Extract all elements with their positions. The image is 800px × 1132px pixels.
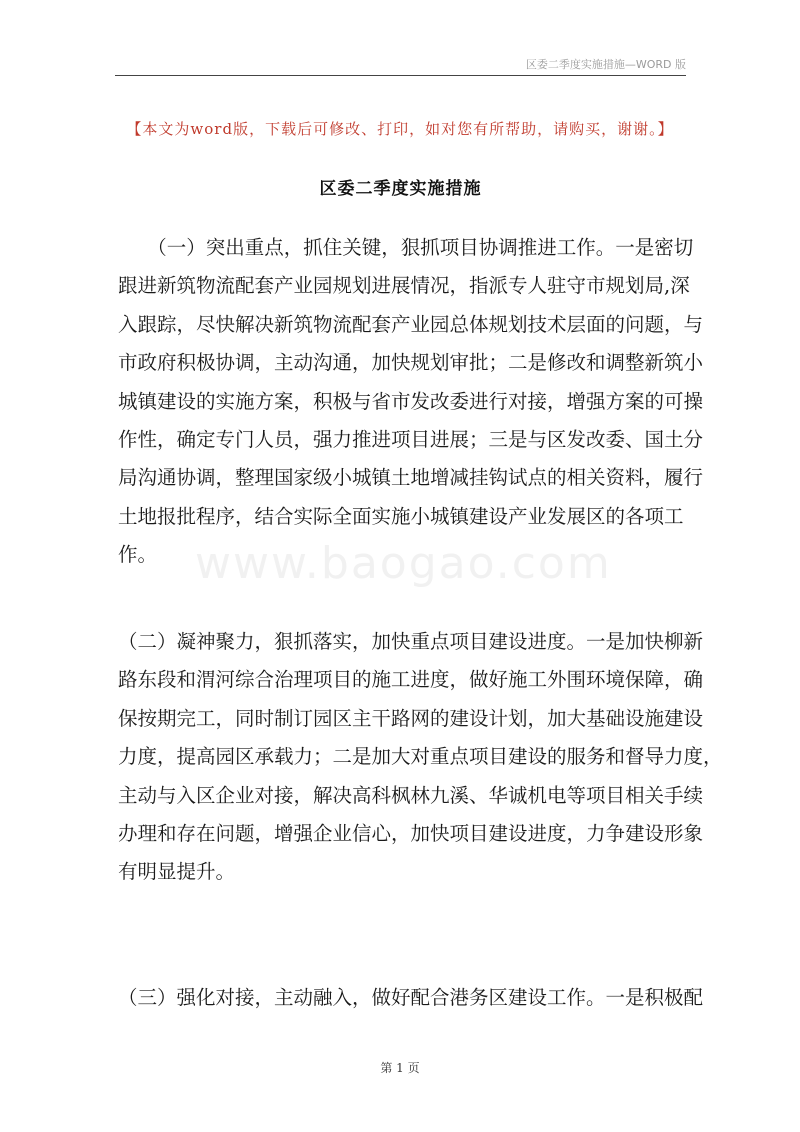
- paragraph-line: 主动与入区企业对接，解决高科枫林九溪、华诚机电等项目相关手续: [118, 783, 704, 807]
- paragraph-line: 作性，确定专门人员，强力推进项目进展；三是与区发改委、国土分: [118, 427, 704, 451]
- paragraph-line: 跟进新筑物流配套产业园规划进展情况，指派专人驻守市规划局,深: [118, 274, 690, 298]
- paragraph-line: 路东段和渭河综合治理项目的施工进度，做好施工外围环境保障，确: [118, 668, 704, 692]
- watermark: www.baogao.com: [195, 538, 612, 589]
- document-title: 区委二季度实施措施: [319, 179, 482, 199]
- running-header: 区委二季度实施措施—WORD 版: [525, 58, 686, 71]
- paragraph-line: 保按期完工，同时制订园区主干路网的建设计划，加大基础设施建设: [118, 706, 704, 730]
- header-rule: [115, 75, 686, 76]
- paragraph-line: 有明显提升。: [118, 860, 236, 884]
- paragraph-line: 土地报批程序，结合实际全面实施小城镇建设产业发展区的各项工: [118, 504, 684, 528]
- page-number: 第 1 页: [380, 1061, 420, 1075]
- paragraph-2: [118, 623, 723, 892]
- paragraph-line: 局沟通协调，整理国家级小城镇土地增减挂钩试点的相关资料，履行: [118, 466, 704, 490]
- paragraph-line: 市政府积极协调，主动沟通，加快规划审批；二是修改和调整新筑小: [118, 351, 704, 375]
- paragraph-line: 作。: [118, 543, 158, 567]
- paragraph-line: 入跟踪，尽快解决新筑物流配套产业园总体规划技术层面的问题，与: [118, 312, 704, 336]
- paragraph-line: 城镇建设的实施方案，积极与省市发改委进行对接，增强方案的可操: [118, 389, 704, 413]
- purchase-notice: 【本文为word版，下载后可修改、打印，如对您有所帮助，请购买，谢谢。】: [126, 120, 674, 138]
- paragraph-3: [118, 979, 704, 1017]
- paragraph-line: （三）强化对接，主动融入，做好配合港务区建设工作。一是积极配: [118, 986, 704, 1009]
- paragraph-line: 办理和存在问题，增强企业信心，加快项目建设进度，力争建设形象: [118, 821, 704, 845]
- paragraph-line: 力度，提高园区承载力；二是加大对重点项目建设的服务和督导力度，: [118, 745, 723, 769]
- paragraph-line: （二）凝神聚力，狠抓落实，加快重点项目建设进度。一是加快柳新: [118, 630, 704, 653]
- paragraph-1: [118, 229, 704, 575]
- paragraph-line: （一）突出重点，抓住关键，狠抓项目协调推进工作。一是密切: [118, 236, 694, 259]
